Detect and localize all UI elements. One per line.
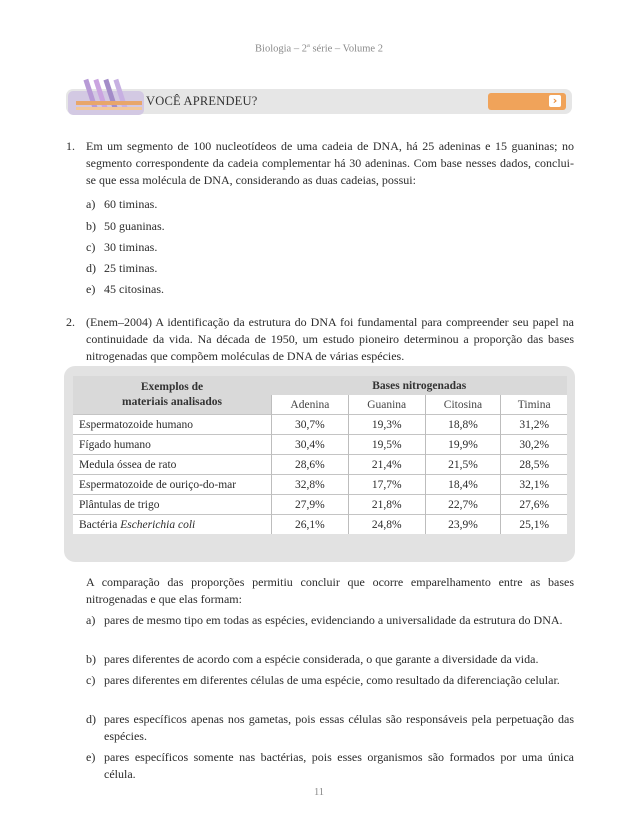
bases-group-header: Bases nitrogenadas: [272, 376, 568, 395]
chevron-right-icon: ›: [549, 95, 561, 107]
question-stem: Em um segmento de 100 nucleotídeos de uma cadeia de DNA, há 25 adeninas e 15 guaninas; no segmento correspondente da cadeia complementar há 30 adeninas. Com base nesses dados, conclui-se que essa molécula de DNA, considerando as duas cadeias, possui:: [86, 139, 574, 187]
after-table-text: A comparação das proporções permitiu concluir que ocorre emparelhamento entre as bases nitrogenadas e que elas formam:: [86, 575, 574, 606]
q2-option-b: b) pares diferentes de acordo com a espécie considerada, o que garante a diversidade da vida.: [86, 652, 539, 666]
question-2: [66, 314, 574, 365]
table-row: Bactéria Escherichia coli 26,1% 24,8% 23,9% 25,1%: [73, 515, 567, 535]
q2-option-a: a) pares de mesmo tipo em todas as espécies, evidenciando a universalidade da estrutura do DNA.: [86, 613, 563, 627]
question-number: 2.: [66, 315, 75, 329]
q2-option-c: c) pares diferentes em diferentes células de uma espécie, como resultado da diferenciação celular.: [86, 673, 560, 687]
table-row: Plântulas de trigo 27,9% 21,8% 22,7% 27,6%: [73, 495, 567, 515]
table-row: Medula óssea de rato 28,6% 21,4% 21,5% 28,5%: [73, 455, 567, 475]
section-banner: [66, 89, 572, 114]
q2-option-e: e) pares específicos somente nas bactérias, pois esses organismos são formados por uma única célula.: [86, 750, 574, 781]
q1-option-d: d) 25 timinas.: [86, 261, 158, 275]
column-header: Guanina: [348, 395, 425, 415]
question-stem: (Enem–2004) A identificação da estrutura do DNA foi fundamental para compreender seu papel na continuidade da vida. Na década de 1950, um estudo pioneiro determinou a proporção das bases nitrogenadas que compõem moléculas de DNA de várias espécies.: [86, 315, 574, 363]
table-row: Espermatozoide de ouriço-do-mar 32,8% 17,7% 18,4% 32,1%: [73, 475, 567, 495]
q1-option-e: e) 45 citosinas.: [86, 282, 164, 296]
table-row: Fígado humano 30,4% 19,5% 19,9% 30,2%: [73, 435, 567, 455]
question-1: [66, 138, 574, 189]
dna-bases-table: [73, 376, 567, 534]
page-number: 11: [313, 787, 325, 798]
column-header: Citosina: [425, 395, 501, 415]
table-row: Espermatozoide humano 30,7% 19,3% 18,8% 31,2%: [73, 415, 567, 435]
question-number: 1.: [66, 139, 75, 153]
banner-title: VOCÊ APRENDEU?: [146, 94, 258, 108]
column-header: Adenina: [272, 395, 349, 415]
running-header: Biologia – 2$^a$ série – Volume 2: [255, 42, 383, 55]
column-header: Timina: [501, 395, 567, 415]
q1-option-a: a) 60 timinas.: [86, 197, 158, 211]
q1-option-c: c) 30 timinas.: [86, 240, 158, 254]
q1-option-b: b) 50 guaninas.: [86, 219, 165, 233]
examples-header: Exemplos de materiais analisados: [73, 376, 272, 415]
banner-tab: [488, 93, 566, 110]
q2-option-d: d) pares específicos apenas nos gametas, pois essas células são responsáveis pela perpetuação das espécies.: [86, 712, 574, 743]
